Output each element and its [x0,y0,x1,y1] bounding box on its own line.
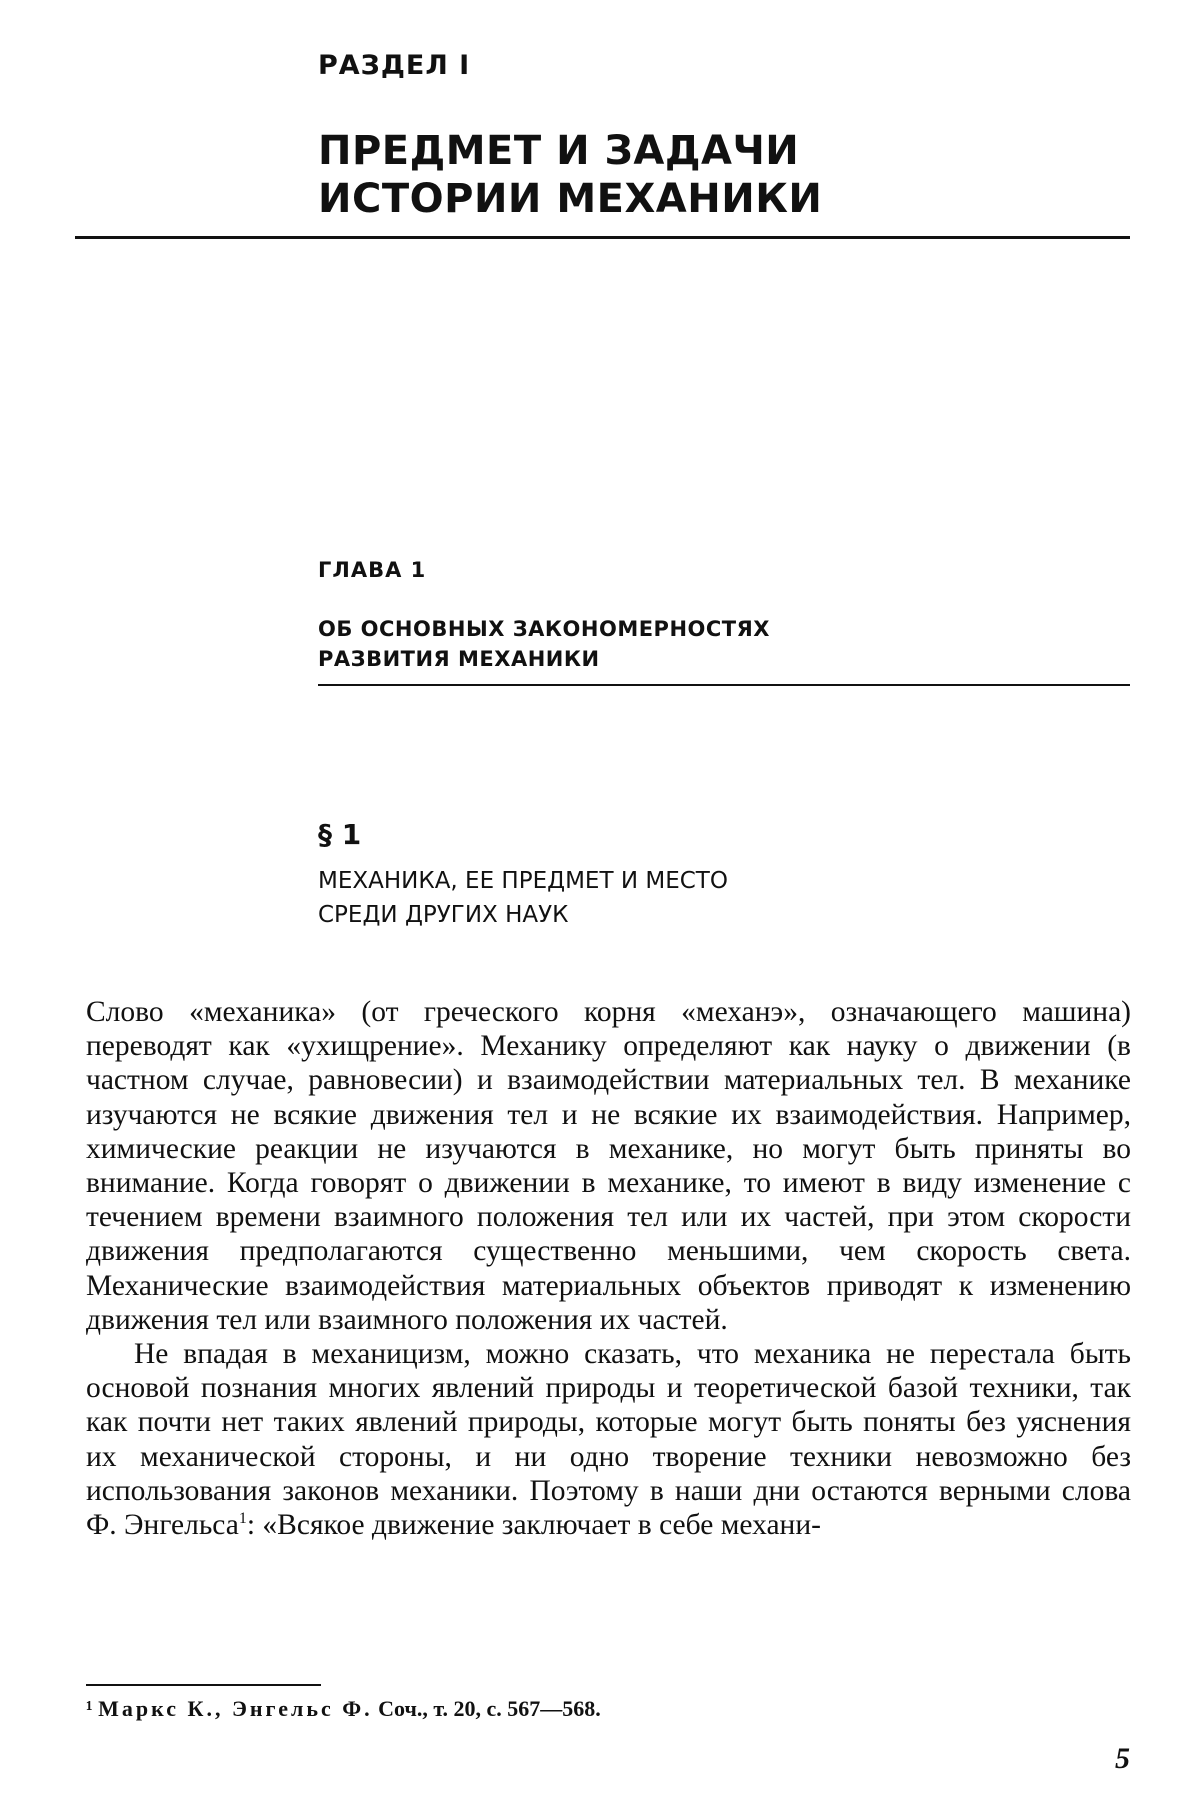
page-number: 5 [1115,1742,1130,1775]
body-paragraph-1: Слово «механика» (от греческого корня «механэ», означающего машина) переводят как «ухищрение». Механику определяют как науку о движении (в частном случае, равновесии) и взаимодействии материальных тел. В механике изучаются не всякие движения тел и не всякие их взаимодействия. Например, химические реакции не изучаются в механике, но могут быть приняты во внимание. Когда говорят о движении в механике, то имеют в виду изменение с течением времени взаимного положения тел или их частей, при этом скорости движения предполагаются существенно меньшими, чем скорость света. Механические взаимодействия материальных объектов приводят к изменению движения тел или взаимного положения их частей. [86,996,1131,1336]
paragraph-title-line-2: СРЕДИ ДРУГИХ НАУК [318,902,569,928]
chapter-label: ГЛАВА 1 [318,558,427,582]
chapter-title-line-1: ОБ ОСНОВНЫХ ЗАКОНОМЕРНОСТЯХ [318,617,770,641]
footnote-reference[interactable]: 1 [238,1510,247,1528]
paragraph-title-line-1: МЕХАНИКА, ЕЕ ПРЕДМЕТ И МЕСТО [318,868,728,894]
footnote-divider [86,1684,321,1686]
chapter-divider [318,684,1130,686]
paragraph-title [318,864,728,932]
paragraph-label: § 1 [318,818,362,851]
footnote-source: Соч., т. 20, с. 567—568. [372,1696,601,1721]
section-divider [75,236,1130,239]
section-title-line-2: ИСТОРИИ МЕХАНИКИ [318,176,823,222]
chapter-title [318,614,770,674]
footnote-authors: Маркс К., Энгельс Ф. [98,1696,373,1721]
section-title-line-1: ПРЕДМЕТ И ЗАДАЧИ [318,128,800,174]
chapter-title-line-2: РАЗВИТИЯ МЕХАНИКИ [318,647,600,671]
section-title [318,127,822,223]
section-label: РАЗДЕЛ I [318,50,471,81]
body-paragraph-2 [86,1337,1131,1542]
body-paragraph-2-continuation: : «Всякое движение заключает в себе механи- [246,1509,821,1542]
body-paragraph-2-text: Не впадая в механицизм, можно сказать, что механика не перестала быть основой познания многих явлений природы и теоретической базой техники, так как почти нет таких явлений природы, которые могут быть поняты без уяснения их механической стороны, и ни одно творение техники невозможно без использования законов механики. Поэтому в наши дни остаются верными слова Ф. Энгельса [86,1338,1131,1542]
footnote [86,1696,601,1722]
footnote-marker: ¹ [86,1696,93,1721]
body-text [86,995,1131,1542]
